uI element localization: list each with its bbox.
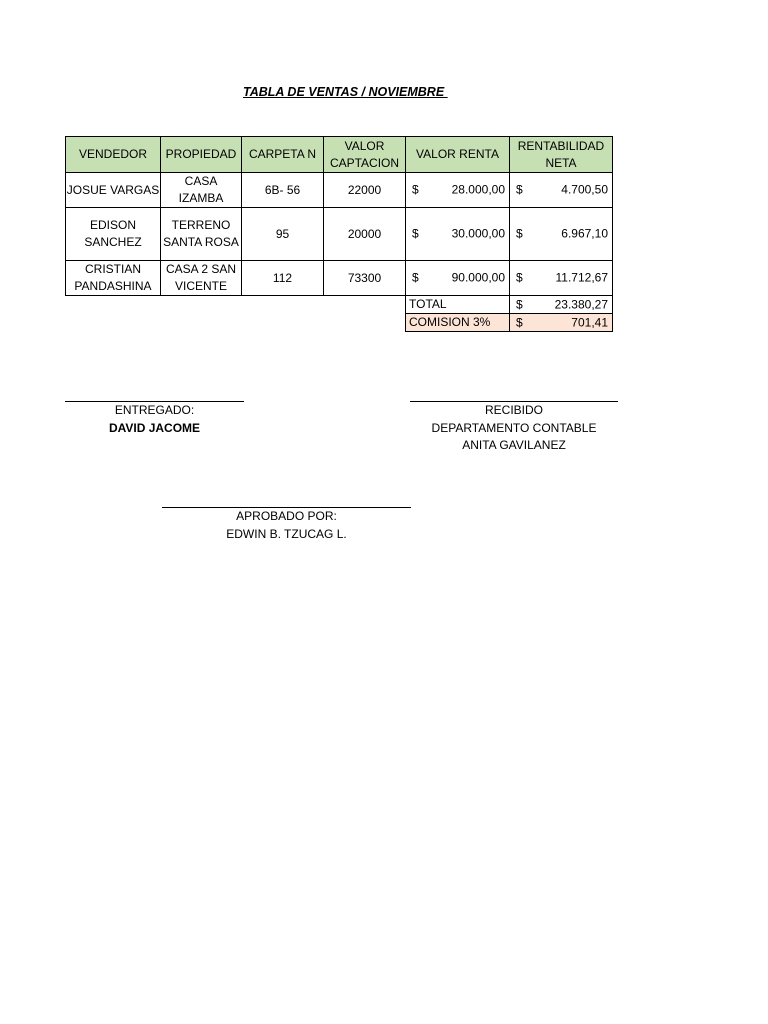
header-carpeta: CARPETA N bbox=[242, 137, 324, 173]
cell-vendedor-line2: PANDASHINA bbox=[74, 279, 152, 293]
table-header-row bbox=[66, 137, 613, 173]
cell-vendedor-line1: CRISTIAN bbox=[84, 262, 141, 276]
table-row bbox=[66, 173, 613, 208]
currency-symbol: $ bbox=[516, 297, 523, 311]
signature-aprobado bbox=[162, 508, 411, 543]
comision-row bbox=[66, 314, 613, 332]
currency-symbol: $ bbox=[412, 226, 419, 241]
signature-recibido bbox=[410, 402, 618, 455]
comision-label: COMISION 3% bbox=[406, 314, 510, 332]
header-valor-captacion-line1: VALOR bbox=[344, 138, 385, 153]
aprobado-label: APROBADO POR: bbox=[236, 509, 337, 523]
cell-propiedad bbox=[161, 173, 242, 208]
cell-vendedor: JOSUE VARGAS bbox=[66, 173, 161, 208]
cell-vendedor bbox=[66, 261, 161, 296]
cell-vendedor bbox=[66, 208, 161, 261]
recibido-name: ANITA GAVILANEZ bbox=[462, 438, 566, 452]
header-vendedor: VENDEDOR bbox=[66, 137, 161, 173]
total-value-cell bbox=[510, 296, 613, 314]
cell-vendedor-line1: EDISON bbox=[89, 218, 136, 232]
rentabilidad-value: 11.712,67 bbox=[555, 270, 608, 285]
table-row bbox=[66, 208, 613, 261]
cell-valor-captacion: 22000 bbox=[324, 173, 406, 208]
cell-propiedad-line1: TERRENO bbox=[171, 218, 231, 232]
page-title: TABLA DE VENTAS / NOVIEMBRE bbox=[243, 85, 448, 99]
currency-symbol: $ bbox=[516, 226, 523, 241]
entregado-name: DAVID JACOME bbox=[108, 420, 201, 435]
aprobado-name: EDWIN B. TZUCAG L. bbox=[226, 526, 347, 541]
cell-carpeta: 6B- 56 bbox=[242, 173, 324, 208]
cell-valor-renta bbox=[406, 261, 510, 296]
total-value: 23.380,27 bbox=[554, 297, 608, 311]
cell-propiedad-line2: IZAMBA bbox=[178, 191, 224, 205]
header-propiedad: PROPIEDAD bbox=[161, 137, 242, 173]
recibido-dept: DEPARTAMENTO CONTABLE bbox=[431, 420, 597, 435]
comision-value: 701,41 bbox=[571, 315, 608, 329]
recibido-label: RECIBIDO bbox=[484, 403, 543, 417]
cell-propiedad bbox=[161, 261, 242, 296]
valor-renta-value: 28.000,00 bbox=[451, 182, 505, 197]
cell-propiedad-line2: VICENTE bbox=[174, 279, 227, 293]
cell-valor-renta bbox=[406, 208, 510, 261]
total-row bbox=[66, 296, 613, 314]
rentabilidad-value: 6.967,10 bbox=[561, 226, 608, 241]
cell-rentabilidad bbox=[510, 173, 613, 208]
cell-valor-renta bbox=[406, 173, 510, 208]
cell-rentabilidad bbox=[510, 208, 613, 261]
cell-propiedad-line1: CASA bbox=[184, 174, 218, 188]
cell-valor-captacion: 20000 bbox=[324, 208, 406, 261]
valor-renta-value: 90.000,00 bbox=[451, 270, 505, 285]
total-label: TOTAL bbox=[406, 296, 510, 314]
comision-value-cell bbox=[510, 314, 613, 332]
table-row bbox=[66, 261, 613, 296]
cell-carpeta: 112 bbox=[242, 261, 324, 296]
header-valor-captacion-line2: CAPTACION bbox=[329, 155, 400, 170]
cell-rentabilidad bbox=[510, 261, 613, 296]
rentabilidad-value: 4.700,50 bbox=[561, 182, 608, 197]
valor-renta-value: 30.000,00 bbox=[451, 226, 505, 241]
cell-propiedad-line2: SANTA ROSA bbox=[163, 235, 239, 249]
currency-symbol: $ bbox=[412, 182, 419, 197]
header-rentabilidad-line1: RENTABILIDAD bbox=[517, 138, 605, 153]
currency-symbol: $ bbox=[516, 270, 523, 285]
header-rentabilidad-line2: NETA bbox=[545, 155, 577, 170]
currency-symbol: $ bbox=[412, 270, 419, 285]
currency-symbol: $ bbox=[516, 315, 523, 329]
header-valor-renta: VALOR RENTA bbox=[406, 137, 510, 173]
signature-entregado bbox=[65, 402, 244, 437]
cell-carpeta: 95 bbox=[242, 208, 324, 261]
cell-propiedad bbox=[161, 208, 242, 261]
cell-propiedad-line1: CASA 2 SAN bbox=[165, 262, 237, 276]
entregado-label: ENTREGADO: bbox=[114, 403, 195, 417]
currency-symbol: $ bbox=[516, 182, 523, 197]
cell-valor-captacion: 73300 bbox=[324, 261, 406, 296]
sales-table bbox=[65, 136, 613, 332]
header-valor-captacion bbox=[324, 137, 406, 173]
header-rentabilidad bbox=[510, 137, 613, 173]
cell-vendedor-line2: SANCHEZ bbox=[84, 235, 142, 249]
